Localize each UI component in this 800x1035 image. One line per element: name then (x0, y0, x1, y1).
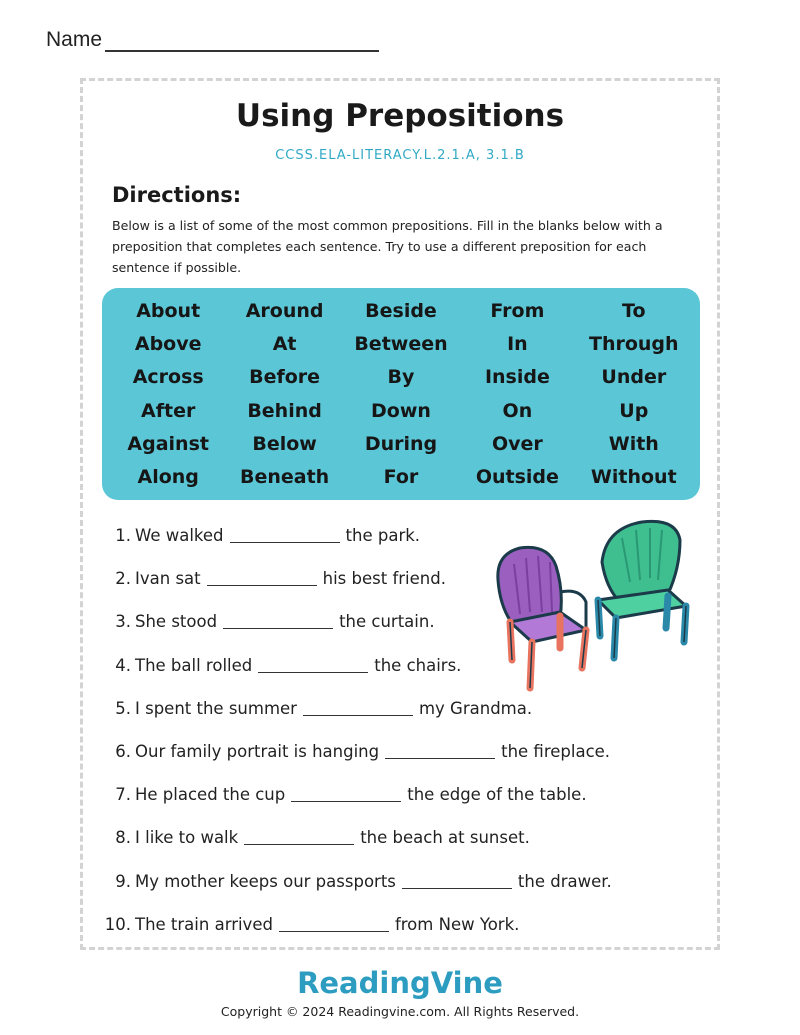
word-bank-item: Inside (484, 366, 550, 389)
word-bank-item: Between (354, 332, 448, 355)
word-bank-item: From (490, 299, 545, 322)
directions-text: Below is a list of some of the most common prepositions. Fill in the blanks below with a preposition that completes each sentence. Try to use a different preposition for each sentence if possible. (112, 218, 663, 275)
word-bank-item: Across (132, 366, 204, 389)
word-bank-item: Above (134, 332, 202, 355)
word-bank-item: Through (589, 332, 679, 355)
word-bank-item: About (136, 299, 201, 322)
chair-right (598, 521, 686, 658)
word-bank-item: Along (137, 466, 199, 489)
answer-blank[interactable] (230, 528, 340, 543)
word-bank-item: Against (127, 432, 209, 455)
sentence-end: the beach at sunset. (360, 828, 530, 848)
sentence-number: 10. (104, 914, 131, 934)
sentence-start: He placed the cup (135, 785, 286, 805)
answer-blank[interactable] (303, 701, 413, 716)
sentence-end: the fireplace. (501, 742, 611, 762)
word-bank-item: Up (619, 399, 649, 422)
sentence-number: 4. (115, 655, 131, 675)
sentence-number: 3. (115, 612, 131, 632)
sentence-start: The ball rolled (135, 655, 253, 675)
sentence-start: She stood (135, 612, 218, 632)
word-bank-item: Below (252, 432, 317, 455)
sentence-number: 6. (115, 742, 131, 762)
sentence-end: his best friend. (322, 569, 446, 589)
word-bank-item: Around (245, 299, 324, 322)
sentence-end: the curtain. (339, 612, 435, 632)
answer-blank[interactable] (402, 874, 512, 889)
chairs-icon (490, 518, 690, 693)
word-bank-item: With (608, 432, 659, 455)
sentence-number: 7. (115, 785, 131, 805)
word-bank-item: For (383, 466, 419, 489)
word-bank-item: At (272, 332, 297, 355)
sentence-start: Our family portrait is hanging (135, 742, 380, 762)
name-label: Name (46, 28, 103, 51)
word-bank-item: Under (601, 366, 667, 389)
word-bank-item: During (364, 432, 438, 455)
word-bank-item: Down (371, 399, 431, 422)
sentence-start: My mother keeps our passports (135, 871, 396, 891)
answer-blank[interactable] (258, 658, 368, 673)
sentence-item (100, 903, 700, 946)
sentence-number: 8. (115, 828, 131, 848)
word-bank-item: Over (491, 432, 543, 455)
sentence-number: 9. (115, 871, 131, 891)
sentence-start: The train arrived (135, 914, 273, 934)
copyright-text: Copyright © 2024 Readingvine.com. All Rights Reserved. (220, 1004, 580, 1019)
sentence-start: We walked (135, 526, 224, 546)
sentence-item (100, 773, 700, 816)
standard-code: CCSS.ELA-LITERACY.L.2.1.A, 3.1.B (275, 148, 525, 163)
word-bank-item: In (507, 332, 528, 355)
word-bank-item: By (387, 366, 415, 389)
word-bank-item: On (502, 399, 533, 422)
sentence-number: 1. (115, 526, 131, 546)
sentence-end: the edge of the table. (407, 785, 587, 805)
word-bank-item: Behind (247, 399, 322, 422)
name-blank[interactable] (105, 30, 379, 52)
page-title: Using Prepositions (235, 98, 565, 134)
sentence-end: the drawer. (517, 871, 612, 891)
sentence-end: the chairs. (374, 655, 462, 675)
answer-blank[interactable] (244, 830, 354, 845)
directions-heading: Directions: (112, 183, 242, 207)
word-bank-item: Without (590, 466, 677, 489)
sentence-end: my Grandma. (418, 698, 533, 718)
sentence-number: 2. (115, 569, 131, 589)
word-bank-item: Before (249, 366, 321, 389)
sentence-item (100, 687, 700, 730)
sentence-start: I spent the summer (135, 698, 297, 718)
word-bank-item: Beside (365, 299, 437, 322)
sentence-item (100, 860, 700, 903)
answer-blank[interactable] (279, 917, 389, 932)
name-field[interactable] (46, 28, 379, 52)
sentence-start: Ivan sat (135, 569, 201, 589)
answer-blank[interactable] (291, 787, 401, 802)
answer-blank[interactable] (223, 614, 333, 629)
answer-blank[interactable] (207, 571, 317, 586)
sentence-number: 5. (115, 698, 131, 718)
chair-left (498, 547, 586, 688)
word-bank-item: Outside (475, 466, 559, 489)
word-bank-item: To (622, 299, 646, 322)
sentence-end: from New York. (394, 914, 520, 934)
word-bank-item: After (141, 399, 196, 422)
sentence-end: the park. (345, 526, 421, 546)
sentence-item (100, 816, 700, 859)
sentence-item (100, 730, 700, 773)
word-bank (102, 288, 700, 500)
answer-blank[interactable] (385, 744, 495, 759)
sentence-start: I like to walk (135, 828, 239, 848)
word-bank-item: Beneath (239, 466, 330, 489)
readingvine-logo: ReadingVine (297, 966, 503, 1000)
